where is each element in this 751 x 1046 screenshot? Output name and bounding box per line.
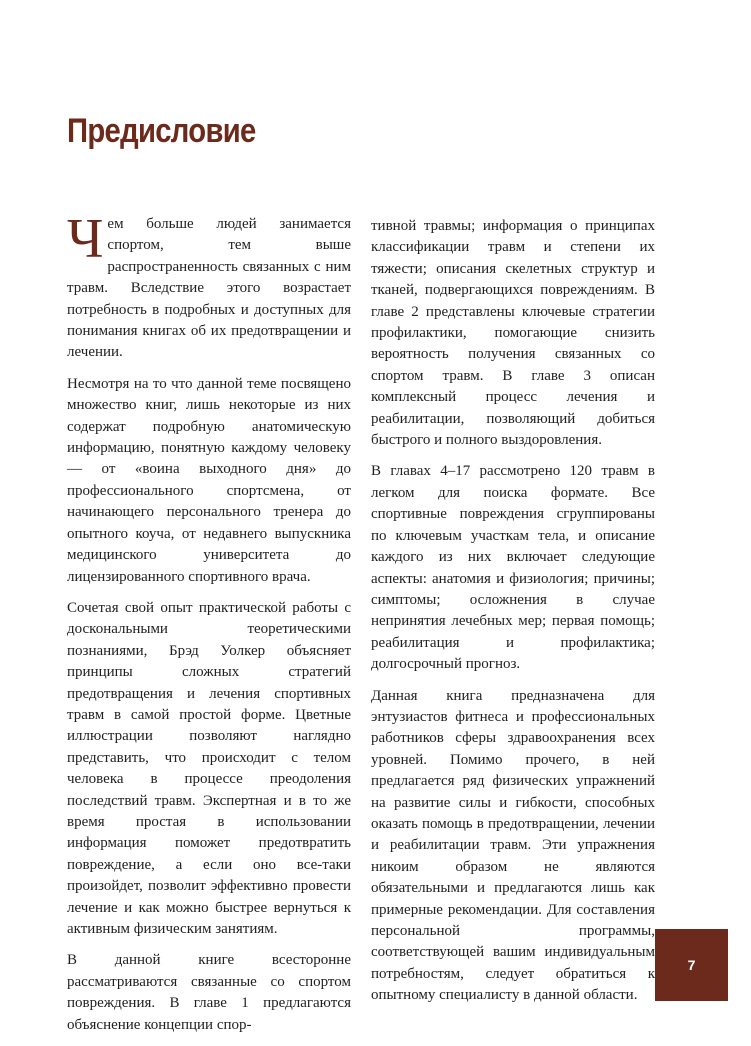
- right-column: [371, 216, 655, 1017]
- paragraph-intro: [67, 208, 351, 364]
- paragraph: В главах 4–17 рассмотрено 120 травм в легком для поиска формате. Все спортивные повреждения сгруппированы по ключевым участкам тела, и описание каждого из них включает следующие аспекты: анатомия и физиология; причины; симптомы; осложнения в случае непринятия лечебных мер; первая помощь; реабилитация и профилактика; долгосрочный прогноз.: [371, 463, 655, 673]
- left-column: [67, 208, 351, 1046]
- page-title: Предисловие: [67, 112, 256, 150]
- paragraph-continued-end: тивной травмы; информация о принципах классификации травм и степени их тяжести; описания скелетных структур и тканей, подвергающихся повреждениям. В главе 2 представлены ключевые стратегии профилактики, помогающие снизить вероятность получения связанных со спортом травм. В главе 3 описан комплексный процесс лечения и реабилитации, позволяющий добиться быстрого и полного выздоровления.: [371, 218, 655, 449]
- paragraph-intro-text: ем больше людей занимается спортом, тем выше распространенность связанных с ним травм. Вследствие этого возрастает потребность в подробных и доступных для понимания книгах об их предотвращении и лечении.: [67, 216, 351, 361]
- paragraph-continued-start: В данной книге всесторонне рассматриваются связанные со спортом повреждения. В главе 1 предлагаются объяснение концепции спор-: [67, 952, 351, 1033]
- drop-cap: Ч: [67, 208, 104, 270]
- paragraph: Сочетая свой опыт практической работы с доскональными теоретическими познаниями, Брэд Уолкер объясняет принципы сложных стратегий предотвращения и лечения спортивных травм в самой простой форме. Цветные иллюстрации позволяют наглядно представить, что происходит с телом человека в процессе преодоления последствий травм. Экспертная и в то же время простая в использовании информация поможет предотвратить повреждение, а если оно все-таки произойдет, позволит эффективно провести лечение и как можно быстрее вернуться к активным физическим занятиям.: [67, 599, 351, 937]
- paragraph: Данная книга предназначена для энтузиастов фитнеса и профессиональных работников сферы здравоохранения всех уровней. Помимо прочего, в ней предлагается ряд физических упражнений на развитие силы и гибкости, способных оказать помощь в предотвращении, лечении и реабилитации травм. Эти упражнения никоим образом не являются обязательными и предлагаются лишь как примерные рекомендации. Для составления персональной программы, соответствующей вашим индивидуальным потребностям, следует обратиться к опытному специалисту в данной области.: [371, 687, 655, 1004]
- page-number-box: [655, 929, 728, 1001]
- paragraph: Несмотря на то что данной теме посвящено множество книг, лишь некоторые из них содержат подробную анатомическую информацию, понятную каждому человеку — от «воина выходного дня» до профессионального спортсмена, от начинающего персонального тренера до опытного коуча, от недавнего выпускника медицинского университета до лицензированного спортивного врача.: [67, 375, 351, 585]
- page-number: 7: [687, 957, 696, 973]
